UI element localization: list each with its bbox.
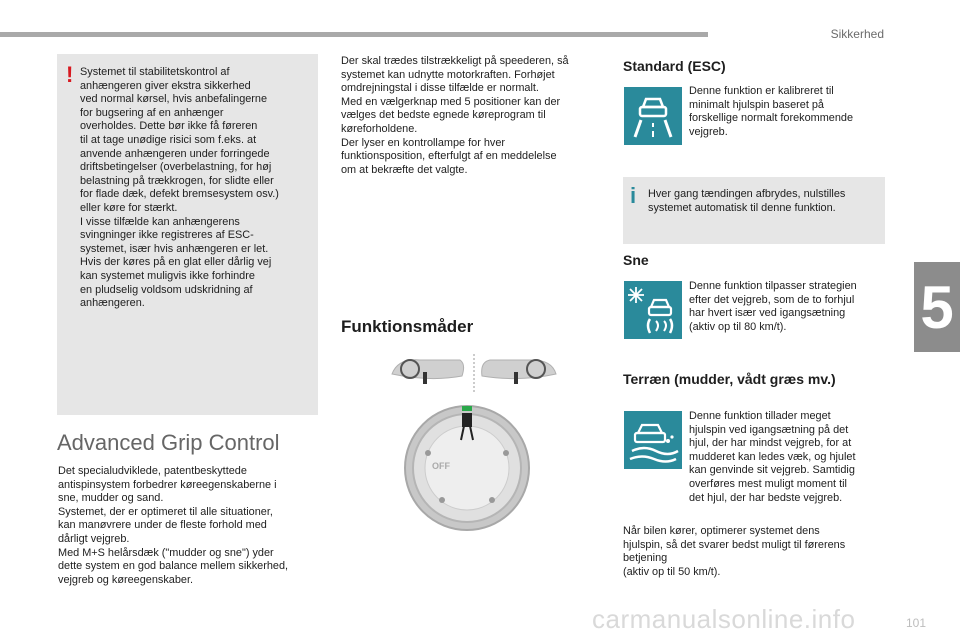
steering-wheel-icon xyxy=(482,360,556,384)
top-rule xyxy=(0,32,708,37)
info-text: Hver gang tændingen afbrydes, nulstilles systemet automatisk til denne funktion. xyxy=(648,188,846,214)
chapter-tab: 5 xyxy=(914,262,960,352)
agc-text: Det specialudviklede, patentbeskyttede antispinsystem forbedrer køreegenskaberne i sne, mudder og sand. Systemet, der er optimeret til alle situationer, kan manøvrere under de fleste forhold med dårligt vejgreb. Med M+S helårsdæk ("mudder og sne") yder dette system en god balance mellem sikkerhed, vejgreb og køreegenskaber. xyxy=(58,465,289,586)
dial-off-label: OFF xyxy=(432,461,450,471)
section-title: Sikkerhed xyxy=(830,27,884,41)
watermark: carmanualsonline.info xyxy=(592,604,856,634)
intro-text: Der skal trædes tilstrækkeligt på speederen, så systemet kan udnytte motorkraften. Forhøjet omdrejningstal i disse tilfælde er normalt. Med en vælgerknap med 5 positioner kan der vælges det bedste egnede køreprogram til køreforholdene. Der lyser en kontrollampe for hver funktionsposition, efterfulgt af en meddelelse om at bekræfte det valgte. xyxy=(341,55,569,176)
warning-text: Systemet til stabilitetskontrol af anhængeren giver ekstra sikkerhed ved normal kørsel, hvis anbefalingerne for bugsering af en anhænger overholdes. Dette bør ikke få føreren til at tage unødige risici som f.eks. at anvende anhængeren under forringede driftsbetingelser (overbelastning, for høj belastning på trækkrogen, for slidte eller for flade dæk, defekt bremsesystem osv.) eller køre for stærkt. I visse tilfælde kan anhængerens svingninger ikke registreres af ESC- systemet, især hvis anhængeren er let. Hvis der køres på en glat eller dårlig vej kan systemet muligvis ikke forhindre en pludselig voldsom udskridning af anhængeren. xyxy=(80,66,279,310)
terrain-description: Denne funktion tillader meget hjulspin ved igangsætning på det hjul, der har mindst vejgreb, for at mudderet kan ledes væk, og hjulet kan genvinde sit vejgreb. Samtidig overføres mest muligt moment til det hjul, der har bedste vejgreb. xyxy=(689,410,856,504)
standard-heading: Standard (ESC) xyxy=(623,58,726,74)
steering-wheel-icon xyxy=(392,360,464,384)
snow-description: Denne funktion tilpasser strategien efter det vejgreb, som de to forhjul har hvert især ved igangsætning (aktiv op til 80 km/t). xyxy=(689,280,857,333)
snow-car-icon xyxy=(624,281,682,339)
closing-text: Når bilen kører, optimerer systemet dens hjulspin, så det svarer bedst muligt til førerens betjening (aktiv op til 50 km/t). xyxy=(623,525,846,578)
snow-heading: Sne xyxy=(623,252,649,268)
modes-heading: Funktionsmåder xyxy=(341,317,474,336)
standard-description: Denne funktion er kalibreret til minimalt hjulspin baseret på forskellige normalt forekommende vejgreb. xyxy=(689,85,854,138)
selector-dial-illustration xyxy=(390,350,560,540)
esc-car-icon xyxy=(624,87,682,145)
terrain-heading: Terræn (mudder, vådt græs mv.) xyxy=(623,371,836,387)
dial-icon xyxy=(405,406,529,530)
warning-icon: ! xyxy=(66,62,74,87)
mud-car-icon xyxy=(624,411,682,469)
agc-heading: Advanced Grip Control xyxy=(57,430,280,455)
info-icon: i xyxy=(630,183,637,208)
page-number: 101 xyxy=(905,616,926,630)
